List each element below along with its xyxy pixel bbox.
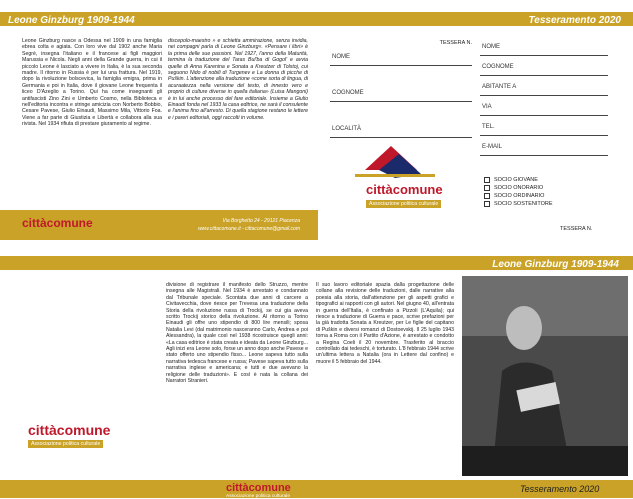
checkbox-icon[interactable] [484, 177, 490, 183]
membership-card-back [0, 254, 633, 499]
biography-column-3: divisione di registrare il manifesto dello Struzzo, mentre insegna alle Magistrali. Nel 1934 è arrestato e condannato dal Tribunale speciale. Scontata due anni di carcere a Civitavecchia, dove riesce per Trevesa una traduzione della Storia della rivoluzione russa di Trockij, se cui gia aveva scritto Trockij storico della rivoluzione. Al ritorno a Torino Einaudi gli offre uno stipendio di 800 lire mensili; sposa Natalia Levi (dal matrimonio nasceranno Carlo, Andrea e poi Alessandra), la quale così nel 1938 ricostruisce quegli anni: «La casa editrice è stata creata e ideata da Leone Ginzburg... Agli inizi era Leone solo, forse un anno dopo anche Pavese e stato offerto uno stipendio fisso... Leone sapeva tutto sulla narrativa tedesca francese e russa; Pavese sapeva tutto sulla narrativa inglese e americana; e tutti e due avevano la religione delle traduzioni». E così è nata la collana dei Narratori Stranieri. [166, 282, 308, 385]
header-bar-left [0, 12, 318, 26]
header-title-bottom: Leone Ginzburg 1909-1944 [492, 259, 619, 270]
header-bar-right-bottom [316, 256, 633, 270]
biography-column-1: Leone Ginzburg nasce a Odessa nel 1909 in una famiglia ebrea colta e agiata. Con loro vive dal 1902 anche Maria Segrè, insegna l'italiano e il francese ai figli maggiori Marussia e Nicola. Negli anni della Grande guerra, in cui il piccolo Leone è lasciato a vivere in Italia, è la sua seconda madre. Il ritorno in Russia è per lui una frattura. Nel 1919, dopo la rivoluzione bolscevica, la famiglia emigra, prima in Germania e poi in Italia, dove il giovane Leone frequenta il liceo D'Azeglio a Torino. Qui ha come insegnanti gli antifascisti Zino Zini e Umberto Cosmo, nella Biblioteca e nell'editoria incontra e stringe amicizia con Norberto Bobbio, Cesare Pavese, Giulio Einaudi, Massimo Mila, Vittorio Foa. Viene a far parte di Giustizia e Libertà e collabora alla sua rivista. Nel 1934 rifiuta di prestare giuramento al regime. [22, 38, 162, 128]
form-field-via[interactable]: VIA [480, 102, 608, 116]
card-label-top: TESSERA N. [439, 40, 472, 46]
member-form [480, 42, 608, 156]
header-title-left: Leone Ginzburg 1909-1944 [8, 15, 135, 26]
card-label-bottom: TESSERA N. [560, 226, 593, 232]
biography-column-2: discepolo-maestro » e schietta ammirazione, senza invidia, nei compagni parla di Leone Ginzburg«. «Pensare i libri» è la prima delle sue passioni. Nel 1927, l'anno della Maturità, termina la traduzione del Taras Bul'ba di Gogol' e avvia quelle di Anna Karenina e Sonata a Kreutzer di Tolstoj, cui seguono Nido di nobili di Turgenev e La donna di picche di Puškin. L'attenzione alla traduzione «come sorta di lingua, di acuraatezza nella versione del testo, di innesto vero e proprio di culture diverse in quella italiana» (Luisa Mangoni) è in lui anche processo del fare editoriale. Insieme a Giulio Einaudi fonda nel 1933 la casa editrice, ne sarà il consulente e l'anima fino all'arresto. Di quella stagione restano le lettere e i pareri editoriali, oggi raccolti in volume. [168, 38, 308, 121]
header-title-right: Tesseramento 2020 [528, 15, 621, 26]
checkbox-icon[interactable] [484, 193, 490, 199]
form-field-nome[interactable]: NOME [480, 42, 608, 56]
brand-wordmark-bottom: cittàcomune [226, 482, 291, 494]
form-field-abitante[interactable]: ABITANTE A [480, 82, 608, 96]
portrait-image-icon [462, 276, 628, 476]
stub-field-localita[interactable]: LOCALITÀ [330, 124, 472, 138]
option-socio-onorario[interactable]: SOCIO ONORARIO [484, 184, 614, 192]
footer-logo-left: cittàcomune [22, 216, 93, 230]
header-bar-right [316, 12, 633, 26]
membership-options [484, 176, 614, 208]
form-field-email[interactable]: E-MAIL [480, 142, 608, 156]
portrait-photo [462, 276, 628, 476]
checkbox-icon[interactable] [484, 201, 490, 207]
footer-title-right: Tesseramento 2020 [520, 484, 600, 494]
brand-mark [355, 140, 435, 182]
brand-subtitle-bottom: Associazione politica culturale [226, 494, 290, 499]
footer-strip-left [0, 210, 318, 240]
membership-card-front [0, 0, 633, 240]
option-socio-giovane[interactable]: SOCIO GIOVANE [484, 176, 614, 184]
stub-field-cognome[interactable]: COGNOME [330, 88, 472, 102]
address-line-2: www.cittacomune.it - cittacomune@gmail.com [197, 226, 300, 232]
checkbox-icon[interactable] [484, 185, 490, 191]
brand-subtitle-left: Associazione politica culturale [28, 440, 103, 448]
stub-field-nome[interactable]: NOME [330, 52, 472, 66]
house-logo-icon [355, 140, 435, 182]
biography-column-4: Il suo lavoro editoriale spazia dalla progettazione delle collane alla revisione delle traduzioni, dalle narrative alla poesia alla storia, dall'attenzione per gli aspetti grafici e tipografici ai rapporti con gli autori. Nel giugno 40, all'entrata in guerra dell'Italia, è confinato a Pizzoli (L'Aquila); qui riesce a traduzione di Guerra e pace, scrive prefazioni per la già tradotta Sonata a Kreutzer, per Le figlie del capitano di Puškin e diversi romanzi di Dostoevskij. Il 25 luglio 1943 torna a Roma con il Partito d'Azione, è arrestato e condotto a Regina Coeli il 20 novembre. Trasferito al braccio controllato dai tedeschi, è torturato. L'8 febbraio 1944 scrive un'ultima lettera a Natalia (ora in Lettere dal confino) e muore il 5 febbraio del 1944. [316, 282, 454, 365]
form-field-cognome[interactable]: COGNOME [480, 62, 608, 76]
brand-wordmark: cittàcomune [366, 182, 443, 197]
form-field-tel[interactable]: TEL. [480, 122, 608, 136]
brand-subtitle: Associazione politica culturale [366, 200, 441, 208]
option-socio-sostenitore[interactable]: SOCIO SOSTENITORE [484, 200, 614, 208]
address-line-1: Via Borghetto 24 - 29121 Piacenza [222, 218, 300, 224]
brand-wordmark-left: cittàcomune [28, 422, 111, 438]
option-socio-ordinario[interactable]: SOCIO ORDINARIO [484, 192, 614, 200]
card-stub [330, 40, 472, 138]
header-bar-left-blank [0, 256, 318, 270]
